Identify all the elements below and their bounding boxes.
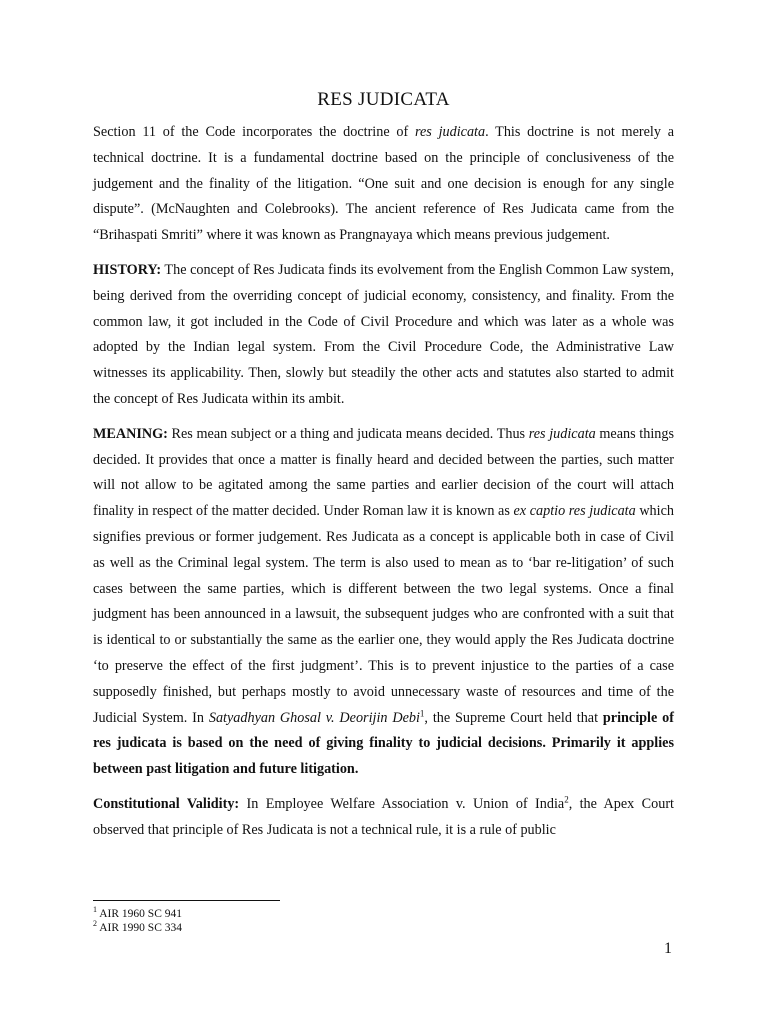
validity-paragraph	[93, 792, 674, 844]
footnote-divider	[93, 900, 280, 901]
meaning-latin-term: ex captio res judicata	[513, 503, 636, 520]
meaning-text: Res mean subject or a thing and judicata means decided. Thus	[167, 425, 529, 442]
page-number: 1	[664, 940, 672, 957]
footnote-2	[93, 921, 182, 935]
intro-text-cont: . This doctrine is not merely a technical doctrine. It is a fundamental doctrine based on the principle of conclusiveness of the judgement and the finality of the litigation. “One suit and one decision is enough for any single dispute”. (McNaughten and Colebrooks). The ancient reference of Res Judicata came from the “Brihaspati Smriti” where it was known as Prangnayaya which means previous judgement.	[93, 124, 675, 244]
page-title: RES JUDICATA	[317, 89, 450, 110]
footnote-2-text: AIR 1990 SC 334	[97, 922, 182, 934]
document-body	[93, 86, 674, 853]
case-citation: Satyadhyan Ghosal v. Deorijin Debi	[208, 709, 420, 726]
intro-italic-term: res judicata	[415, 124, 486, 140]
meaning-italic-term: res judicata	[528, 425, 596, 442]
footnotes	[93, 907, 182, 935]
footnote-1-number: 1	[93, 905, 97, 915]
meaning-paragraph	[93, 422, 674, 783]
validity-heading: Constitutional Validity:	[93, 795, 240, 812]
footnote-1-text: AIR 1960 SC 941	[97, 908, 182, 920]
meaning-heading: MEANING:	[93, 425, 168, 442]
footnote-1	[93, 907, 182, 921]
meaning-text-cont3: , the Supreme Court held that	[424, 709, 603, 726]
meaning-holding: principle of res judicata is based on the need of giving finality to judicial decisions. Primarily it applies between past litigation and future litigation.	[93, 709, 674, 778]
footnote-2-number: 2	[93, 919, 97, 929]
history-heading: HISTORY:	[93, 261, 162, 278]
intro-paragraph	[93, 120, 674, 249]
validity-text-cont: , the Apex Court observed that principle of Res Judicata is not a technical rule, it is a rule of public	[93, 795, 674, 838]
meaning-text-cont2: which signifies previous or former judgement. Res Judicata as a concept is applicable both in case of Civil as well as the Criminal legal system. The term is also used to mean as to ‘bar re-litigation’ of such cases between the same parties, which is different between the two legal systems. Once a final judgment has been announced in a lawsuit, the subsequent judges who are confronted with a suit that is identical to or substantially the same as the earlier one, they would apply the Res Judicata doctrine ‘to preserve the effect of the first judgment’. This is to prevent injustice to the parties of a case supposedly finished, but perhaps mostly to avoid unnecessary waste of resources and time of the Judicial System. In	[93, 503, 674, 726]
validity-text: In Employee Welfare Association v. Union of India	[239, 795, 565, 812]
history-paragraph	[93, 258, 674, 413]
meaning-text-cont: means things decided. It provides that once a matter is finally heard and decided between the parties, such matter will not allow to be agitated among the same parties and earlier decision of the court will attach finality in respect of the matter decided. Under Roman law it is known as	[93, 425, 674, 520]
history-text: The concept of Res Judicata finds its evolvement from the English Common Law system, being derived from the overriding concept of judicial economy, consistency, and finality. From the common law, it got included in the Code of Civil Procedure and which was later as a whole was adopted by the Indian legal system. From the Civil Procedure Code, the Administrative Law witnesses its applicability. Then, slowly but steadily the other acts and statutes also started to admit the concept of Res Judicata within its ambit.	[93, 261, 674, 407]
footnote-ref-1[interactable]: 1	[419, 707, 425, 718]
intro-text: Section 11 of the Code incorporates the doctrine of	[93, 124, 416, 140]
footnote-ref-2[interactable]: 2	[564, 794, 569, 805]
